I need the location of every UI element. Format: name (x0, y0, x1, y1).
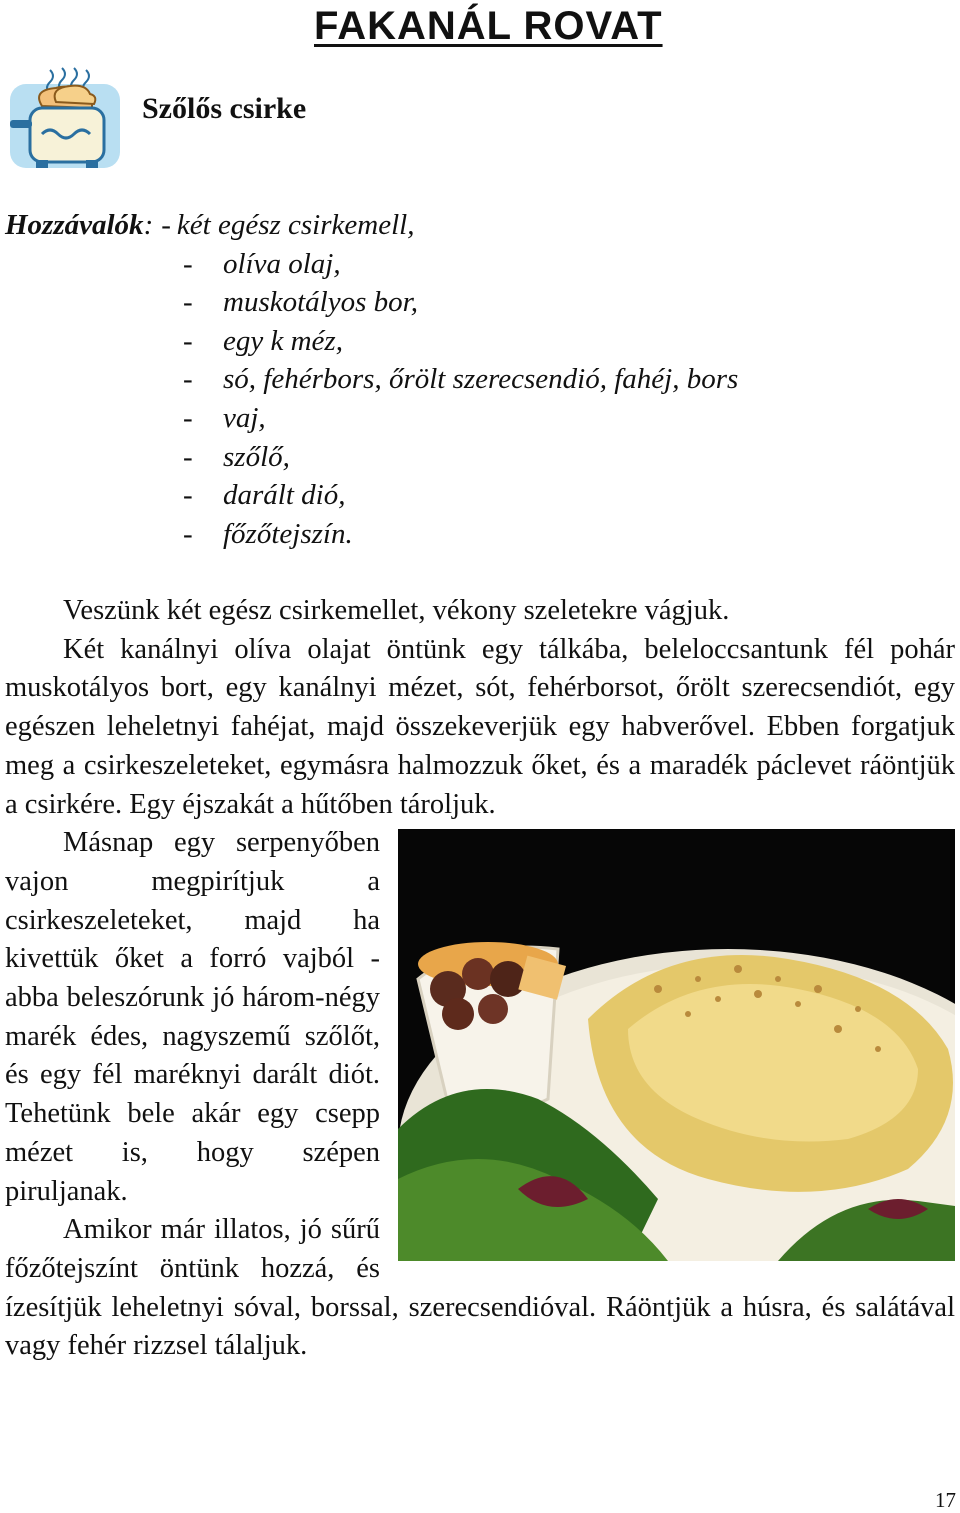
page-number: 17 (935, 1488, 956, 1512)
ingredient-text: olíva olaj, (223, 247, 341, 280)
ingredient-item: - só, fehérbors, őrölt szerecsendió, fahéj, bors (183, 360, 905, 399)
instruction-paragraph: Két kanálnyi olíva olajat öntünk egy tálkába, beleloccsantunk fél pohár muskotályos bort, egy kanálnyi mézet, sót, fehérborsot, őrölt szerecsendiót, egy egészen leheletnyi fahéjat, majd összekeverjük egy habverővel. Ebben forgatjuk meg a csirkeszeleteket, egymásra halmozzuk őket, és a maradék páclevet ráöntjük a csirkére. Egy éjszakát a hűtőben tároljuk. (5, 633, 955, 820)
instruction-paragraph-with-photo (5, 824, 955, 1211)
section-title: FAKANÁL ROVAT (314, 4, 663, 48)
dish-photo (398, 829, 955, 1261)
recipe-title: Szőlős csirke (142, 92, 307, 125)
ingredient-item: - muskotályos bor, (183, 283, 905, 322)
recipe-instructions (5, 592, 955, 1366)
ingredients-first-line (5, 206, 905, 245)
ingredient-item: - darált dió, (183, 476, 905, 515)
toaster-icon (4, 62, 128, 178)
ingredient-text: főzőtejszín. (223, 517, 353, 550)
ingredients-colon: : (143, 209, 154, 241)
ingredient-item: - vaj, (183, 399, 905, 438)
instruction-paragraph-text: Másnap egy serpenyőben vajon megpirítjuk a csirkeszeleteket, majd ha kivettük őket a forró vajból - abba beleszórunk jó három-négy marék édes, nagyszemű szőlőt, és egy fél maréknyi darált diót. Tehetünk bele akár egy csepp mézet is, hogy szépen piruljanak. (5, 827, 380, 1207)
instruction-paragraph: Amikor már illatos, jó sűrű főzőtejszínt öntünk hozzá, és ízesítjük leheletnyi sóval, borssal, szerecsendióval. Ráöntjük a húsra, és salátával vagy fehér rizzsel tálaljuk. (5, 1214, 955, 1362)
ingredient-text: muskotályos bor, (223, 286, 418, 319)
list-dash: - (161, 209, 171, 241)
ingredient-item: - olíva olaj, (183, 245, 905, 284)
ingredient-text: vaj, (223, 401, 266, 434)
ingredient-text: só, fehérbors, őrölt szerecsendió, fahéj, bors (223, 363, 739, 396)
ingredients-list (5, 245, 905, 554)
ingredients-label: Hozzávalók (5, 209, 144, 241)
ingredients-section (5, 206, 905, 553)
ingredient-text: darált dió, (223, 479, 346, 512)
ingredient-text: egy k méz, (223, 324, 343, 357)
ingredient-item: - egy k méz, (183, 322, 905, 361)
instruction-paragraph: Veszünk két egész csirkemellet, vékony szeletekre vágjuk. (63, 595, 730, 626)
ingredient-item: két egész csirkemell, (176, 209, 415, 241)
ingredient-text: szőlő, (223, 440, 290, 473)
ingredient-item: - szőlő, (183, 438, 905, 477)
ingredient-item: - főzőtejszín. (183, 515, 905, 554)
